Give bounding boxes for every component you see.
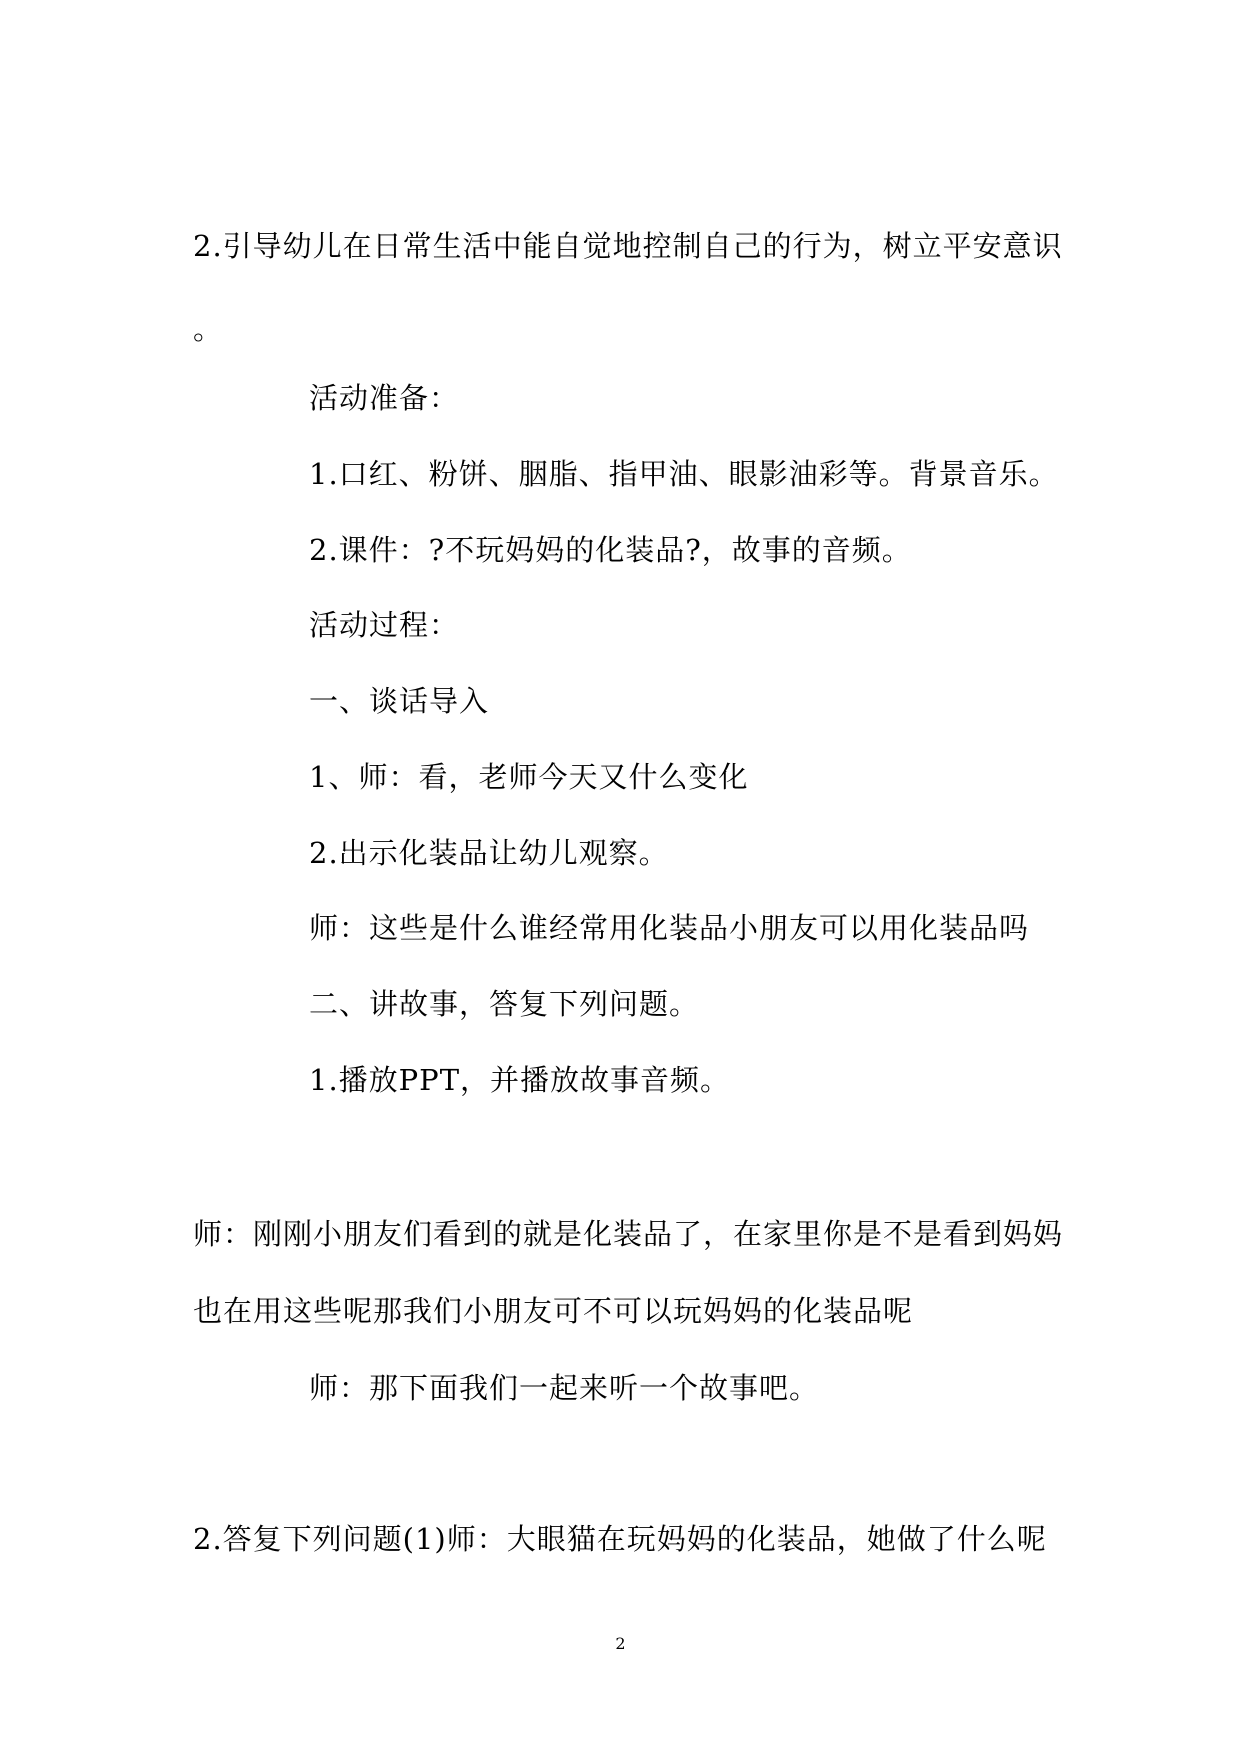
text-line: 师：刚刚小朋友们看到的就是化装品了，在家里你是不是看到妈妈 [193,1217,1064,1251]
section-heading: 活动过程： [309,608,460,642]
text-line: 2.答复下列问题(1)师：大眼猫在玩妈妈的化装品，她做了什么呢 [193,1522,1047,1556]
text-line: 1、师：看，老师今天又什么变化 [309,760,749,794]
text-line: 1.口红、粉饼、胭脂、指甲油、眼影油彩等。背景音乐。 [309,457,1059,491]
section-heading: 活动准备： [309,381,460,415]
text-line: 2.出示化装品让幼儿观察。 [309,836,669,870]
page-number: 2 [615,1634,626,1653]
text-line: 也在用这些呢那我们小朋友可不可以玩妈妈的化装品呢 [193,1294,914,1328]
section-heading: 二、讲故事，答复下列问题。 [309,987,700,1021]
section-heading: 一、谈话导入 [309,684,490,718]
text-line: 2.引导幼儿在日常生活中能自觉地控制自己的行为，树立平安意识 [193,229,1063,263]
text-line: 师：那下面我们一起来听一个故事吧。 [309,1371,820,1405]
text-line: 2.课件：?不玩妈妈的化装品?，故事的音频。 [309,533,912,567]
text-line: 。 [193,312,224,346]
text-line: 师：这些是什么谁经常用化装品小朋友可以用化装品吗 [309,911,1030,945]
text-line: 1.播放PPT，并播放故事音频。 [309,1063,731,1097]
